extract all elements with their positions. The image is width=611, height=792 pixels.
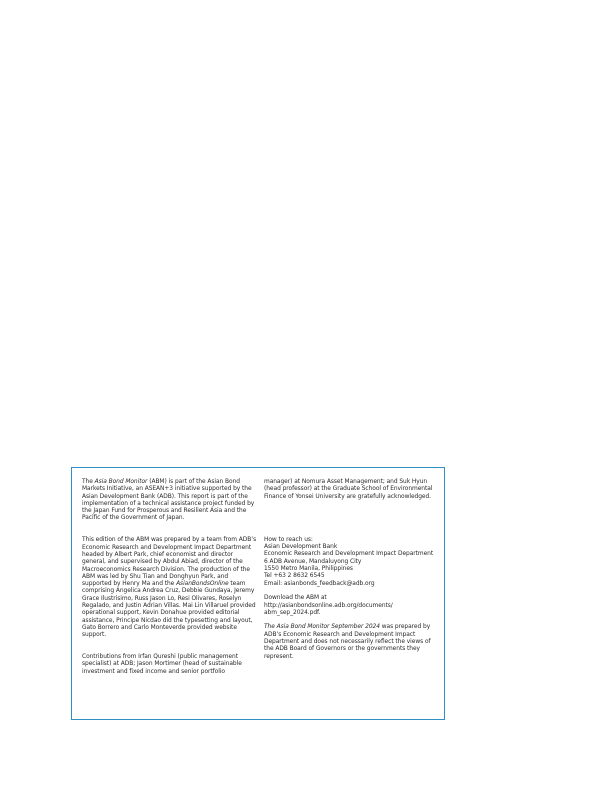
download-label: Download the ABM at	[264, 595, 327, 602]
team-credits-start: This edition of the ABM was prepared by a team from ADB’s Economic Research and Development Impact Department headed by Albert Park, chief economist and director general, and supervised by Abdul Abiad, director of the Macroeconomics Research Division. The production of the ABM was led by Shu Tian and Donghyun Park, and supported by Henry Ma and the	[82, 537, 257, 588]
intro-text-start: The	[82, 479, 95, 485]
download-url-line-1[interactable]: http://asianbondsonline.adb.org/documents/	[264, 602, 393, 609]
info-column-left	[82, 479, 258, 676]
download-url-line-2[interactable]: abm_sep_2024.pdf.	[264, 609, 321, 616]
contact-department: Economic Research and Development Impact Department	[264, 551, 434, 558]
abm-intro-paragraph	[82, 479, 258, 523]
report-title-italic: Asia Bond Monitor	[94, 479, 148, 485]
intro-text-rest: (ABM) is part of the Asian Bond Markets Initiative, an ASEAN+3 initiative supported by the Asian Development Bank (ADB). This report is part of the implementation of a technical assistance project funded by the Japan Fund for Prosperous and Resilient Asia and the Pacific of the Government of Japan.	[82, 479, 255, 522]
contact-address-line-1: 6 ADB Avenue, Mandaluyong City	[264, 558, 362, 565]
contact-heading: How to reach us:	[264, 536, 313, 543]
contact-email: Email: asianbonds_feedback@adb.org	[264, 580, 375, 587]
info-column-right	[264, 479, 440, 661]
disclaimer-text: was prepared by ADB’s Economic Research and Development Impact Department and does not necessarily reflect the views of the ADB Board of Governors or the governments they represent.	[264, 624, 431, 660]
contact-telephone: Tel +63 2 8632 6545	[264, 573, 325, 580]
download-block	[264, 595, 440, 617]
asianbondsonline-italic: AsianBondsOnline	[176, 581, 229, 588]
contact-org: Asian Development Bank	[264, 544, 338, 551]
disclaimer-paragraph	[264, 624, 440, 660]
team-credits-paragraph	[82, 537, 258, 639]
contributions-paragraph-start: Contributions from Irfan Qureshi (public management specialist) at ADB; Jason Mortimer (head of sustainable investment and fixed income and senior portfolio	[82, 654, 242, 675]
publication-info-box	[71, 467, 445, 720]
contact-block	[264, 537, 440, 588]
team-credits-rest: team comprising Angelica Andrea Cruz, Debbie Gundaya, Jeremy Grace Ilustrisimo, Russ Jason Lo, Resi Olivares, Roselyn Regalado, and Justin Adrian Villas. Mai Lin Villaruel provided operational support, Kevin Donahue provided editorial assistance, Principe Nicdao did the typesetting and layout, Gato Borrero and Carlo Monteverde provided website support.	[82, 581, 256, 639]
contact-address-line-2: 1550 Metro Manila, Philippines	[264, 566, 353, 573]
contributions-paragraph-end: manager) at Nomura Asset Management; and Suk Hyun (head professor) at the Graduate School of Environmental Finance of Yonsei University are gratefully acknowledged.	[264, 479, 433, 500]
disclaimer-report-title: The Asia Bond Monitor September 2024	[264, 624, 380, 631]
